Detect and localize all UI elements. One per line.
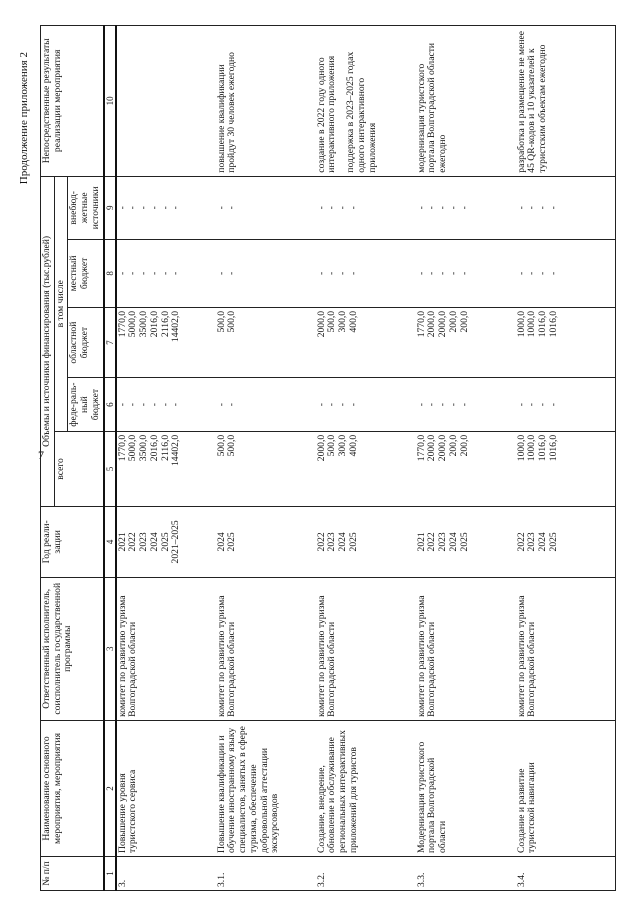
total-cell-value: 1016,0	[547, 434, 559, 462]
results-cell	[216, 26, 316, 177]
local-cell-value: -	[170, 271, 182, 275]
column-number: 8	[104, 239, 116, 307]
federal-cell-value: -	[116, 402, 128, 407]
header-financing: Объемы и источники финансирования (тыс.рублей)	[41, 176, 55, 506]
federal-cell-value: -	[415, 402, 427, 407]
extrabudget-cell-value: -	[326, 206, 338, 210]
year-cell-value: 2021	[116, 532, 128, 552]
federal-cell-value: -	[526, 402, 538, 407]
federal-cell	[516, 378, 616, 431]
column-number: 9	[104, 176, 116, 239]
year-cell-value: 2025	[547, 532, 559, 552]
row-number: 3.3.	[416, 856, 516, 890]
regional-cell-value: 2116,0	[159, 310, 171, 337]
table-row	[216, 26, 316, 891]
column-number: 5	[104, 431, 116, 506]
total-cell-value: 1000,0	[526, 434, 538, 462]
local-cell-value: -	[437, 271, 449, 275]
federal-cell-value: -	[215, 402, 227, 407]
regional-cell-value: 1000,0	[515, 310, 527, 338]
regional-cell-value: 1016,0	[537, 310, 549, 338]
year-cell-value: 2024	[337, 532, 349, 552]
total-cell-value: 400,0	[347, 434, 359, 457]
total-cell-value: 1016,0	[537, 434, 549, 462]
regional-cell-value: 200,0	[458, 310, 470, 333]
year-cell-value: 2021	[415, 532, 427, 552]
header-regional: областной бюджет	[68, 307, 104, 377]
total-cell-value: 1000,0	[515, 434, 527, 462]
total-cell-value: 2116,0	[159, 434, 171, 461]
local-cell-value: -	[426, 271, 438, 275]
year-cell-value: 2025	[458, 532, 470, 552]
year-cell-value: 2024	[447, 532, 459, 552]
total-cell-value: 5000,0	[127, 434, 139, 462]
column-number: 2	[104, 720, 116, 856]
row-number: 3.2.	[316, 856, 416, 890]
year-cell	[216, 507, 316, 577]
result-text: повышение квалификации пройдут 30 человек ежегодно	[215, 52, 238, 173]
year-cell	[416, 507, 516, 577]
local-cell	[116, 239, 216, 307]
total-cell-value: 500,0	[215, 434, 227, 457]
extrabudget-cell-value: -	[148, 206, 160, 210]
regional-cell-value: 2000,0	[315, 310, 327, 338]
regional-cell	[316, 307, 416, 377]
local-cell-value: -	[159, 271, 171, 275]
federal-cell-value: -	[138, 402, 150, 407]
total-cell-value: 500,0	[226, 434, 238, 457]
results-cell	[316, 26, 416, 177]
year-cell-value: 2022	[127, 532, 139, 552]
responsible-executor: комитет по развитию туризма Волгоградской области	[116, 577, 216, 720]
regional-cell-value: 1016,0	[547, 310, 559, 338]
table-body	[116, 26, 616, 891]
year-cell-value: 2024	[537, 532, 549, 552]
local-cell	[316, 239, 416, 307]
result-text: модернизация туристского портала Волгоградской области ежегодно	[415, 42, 449, 173]
extrabudget-cell-value: -	[458, 206, 470, 210]
federal-cell-value: -	[148, 402, 160, 407]
appendix-caption: Продолжение приложения 2	[18, 52, 30, 185]
year-cell-value: 2023	[526, 532, 538, 552]
year-cell-value: 2022	[426, 532, 438, 552]
extrabudget-cell	[416, 176, 516, 239]
total-cell-value: 2000,0	[426, 434, 438, 462]
regional-cell-value: 2000,0	[437, 310, 449, 338]
local-cell-value: -	[116, 271, 128, 275]
regional-cell	[216, 307, 316, 377]
federal-cell	[116, 378, 216, 431]
local-cell-value: -	[526, 271, 538, 275]
extrabudget-cell-value: -	[138, 206, 150, 210]
regional-cell-value: 1000,0	[526, 310, 538, 338]
responsible-executor: комитет по развитию туризма Волгоградской области	[516, 577, 616, 720]
extrabudget-cell	[116, 176, 216, 239]
year-cell-value: 2023	[326, 532, 338, 552]
financing-table	[40, 25, 616, 891]
event-name: Модернизация туристского портала Волгоградской области	[416, 720, 516, 856]
local-cell-value: -	[537, 271, 549, 275]
column-number: 3	[104, 577, 116, 720]
federal-cell-value: -	[547, 402, 559, 407]
local-cell-value: -	[415, 271, 427, 275]
total-cell	[116, 431, 216, 506]
federal-cell-value: -	[326, 402, 338, 407]
extrabudget-cell	[316, 176, 416, 239]
column-number: 7	[104, 307, 116, 377]
table-row	[516, 26, 616, 891]
row-number: 3.4.	[516, 856, 616, 890]
year-cell-value: 2023	[437, 532, 449, 552]
total-cell-value: 14402,0	[170, 434, 182, 466]
row-number: 3.	[116, 856, 216, 890]
total-cell	[516, 431, 616, 506]
local-cell	[216, 239, 316, 307]
result-text: разработка и размещение не менее 45 QR-кодов и 10 указателей к туристским объектам ежегодно	[515, 30, 549, 173]
local-cell	[416, 239, 516, 307]
extrabudget-cell-value: -	[347, 206, 359, 210]
responsible-executor: комитет по развитию туризма Волгоградской области	[216, 577, 316, 720]
year-cell	[116, 507, 216, 577]
local-cell-value: -	[547, 271, 559, 275]
total-cell	[216, 431, 316, 506]
federal-cell-value: -	[458, 402, 470, 407]
table-row	[316, 26, 416, 891]
header-federal: феде-раль-ный бюджет	[68, 378, 104, 431]
extrabudget-cell-value: -	[526, 206, 538, 210]
federal-cell-value: -	[447, 402, 459, 407]
year-cell-value: 2022	[315, 532, 327, 552]
responsible-executor: комитет по развитию туризма Волгоградской области	[316, 577, 416, 720]
local-cell-value: -	[337, 271, 349, 275]
regional-cell-value: 14402,0	[170, 310, 182, 343]
header-responsible: Ответственный исполнитель, соисполнитель государственной программы	[41, 577, 104, 720]
local-cell-value: -	[347, 271, 359, 275]
federal-cell-value: -	[226, 402, 238, 407]
total-cell-value: 200,0	[458, 434, 470, 457]
extrabudget-cell-value: -	[515, 206, 527, 210]
total-cell-value: 3500,0	[138, 434, 150, 462]
table-row	[116, 26, 216, 891]
total-cell-value: 500,0	[326, 434, 338, 457]
extrabudget-cell-value: -	[159, 206, 171, 210]
year-cell	[316, 507, 416, 577]
extrabudget-cell	[216, 176, 316, 239]
federal-cell-value: -	[347, 402, 359, 407]
year-cell-value: 2025	[226, 532, 238, 552]
column-numbers-row	[104, 26, 116, 891]
column-number: 1	[104, 856, 116, 890]
regional-cell-value: 200,0	[447, 310, 459, 333]
federal-cell-value: -	[337, 402, 349, 407]
extrabudget-cell-value: -	[437, 206, 449, 210]
extrabudget-cell-value: -	[170, 206, 182, 210]
extrabudget-cell	[516, 176, 616, 239]
extrabudget-cell-value: -	[426, 206, 438, 210]
extrabudget-cell-value: -	[226, 206, 238, 210]
regional-cell-value: 5000,0	[127, 310, 139, 338]
local-cell-value: -	[215, 271, 227, 275]
total-cell-value: 1770,0	[415, 434, 427, 462]
local-cell-value: -	[127, 271, 139, 275]
federal-cell-value: -	[315, 402, 327, 407]
local-cell-value: -	[315, 271, 327, 275]
federal-cell-value: -	[170, 402, 182, 407]
header-results: Непосредственные результаты реализации мероприятия	[41, 26, 104, 177]
regional-cell-value: 500,0	[226, 310, 238, 333]
year-cell	[516, 507, 616, 577]
federal-cell	[416, 378, 516, 431]
extrabudget-cell-value: -	[127, 206, 139, 210]
federal-cell-value: -	[159, 402, 171, 407]
local-cell-value: -	[447, 271, 459, 275]
federal-cell-value: -	[515, 402, 527, 407]
total-cell-value: 1770,0	[116, 434, 128, 462]
header-num: № п/п	[41, 856, 104, 890]
event-name: Создание и развитие туристской навигации	[516, 720, 616, 856]
year-cell-value: 2023	[138, 532, 150, 552]
year-cell-value: 2024	[148, 532, 160, 552]
federal-cell-value: -	[127, 402, 139, 407]
regional-cell-value: 2000,0	[426, 310, 438, 338]
local-cell-value: -	[138, 271, 150, 275]
regional-cell-value: 500,0	[215, 310, 227, 333]
local-cell-value: -	[326, 271, 338, 275]
header-year: Год реали-зации	[41, 507, 104, 577]
responsible-executor: комитет по развитию туризма Волгоградской области	[416, 577, 516, 720]
table-row	[416, 26, 516, 891]
extrabudget-cell-value: -	[547, 206, 559, 210]
regional-cell-value: 300,0	[337, 310, 349, 333]
event-name: Повышение уровня туристского сервиса	[116, 720, 216, 856]
page-number: 7	[38, 448, 44, 462]
results-cell	[416, 26, 516, 177]
federal-cell-value: -	[426, 402, 438, 407]
regional-cell-value: 3500,0	[138, 310, 150, 338]
federal-cell	[316, 378, 416, 431]
total-cell-value: 2016,0	[148, 434, 160, 462]
total-cell	[416, 431, 516, 506]
extrabudget-cell-value: -	[215, 206, 227, 210]
total-cell-value: 200,0	[447, 434, 459, 457]
result-text: поддержка в 2023–2025 годах одного интерактивного приложения	[345, 51, 378, 173]
year-cell-value: 2025	[347, 532, 359, 552]
header-name: Наименование основного мероприятия, мероприятия	[41, 720, 104, 856]
federal-cell-value: -	[437, 402, 449, 407]
year-cell-value: 2021–2025	[170, 520, 182, 564]
column-number: 6	[104, 378, 116, 431]
event-name: Создание, внедрение, обновление и обслуживание региональных интерактивных приложений для туристов	[316, 720, 416, 856]
regional-cell-value: 500,0	[326, 310, 338, 333]
extrabudget-cell-value: -	[537, 206, 549, 210]
extrabudget-cell-value: -	[116, 206, 128, 210]
extrabudget-cell-value: -	[415, 206, 427, 210]
column-number: 10	[104, 26, 116, 177]
local-cell	[516, 239, 616, 307]
row-number: 3.1.	[216, 856, 316, 890]
event-name: Повышение квалификации и обучение иностранному языку специалистов, занятых в сфере туризма, обеспечение добровольной аттестации экскурсоводов	[216, 720, 316, 856]
regional-cell	[516, 307, 616, 377]
extrabudget-cell-value: -	[315, 206, 327, 210]
header-local: местный бюджет	[68, 239, 104, 307]
local-cell-value: -	[148, 271, 160, 275]
year-cell-value: 2022	[515, 532, 527, 552]
extrabudget-cell-value: -	[337, 206, 349, 210]
regional-cell	[416, 307, 516, 377]
header-including: в том числе	[54, 176, 68, 431]
column-number: 4	[104, 507, 116, 577]
regional-cell-value: 1770,0	[116, 310, 128, 338]
regional-cell-value: 1770,0	[415, 310, 427, 338]
total-cell-value: 300,0	[337, 434, 349, 457]
local-cell-value: -	[458, 271, 470, 275]
local-cell-value: -	[226, 271, 238, 275]
federal-cell-value: -	[537, 402, 549, 407]
regional-cell	[116, 307, 216, 377]
header-total: всего	[54, 431, 103, 506]
regional-cell-value: 400,0	[347, 310, 359, 333]
local-cell-value: -	[515, 271, 527, 275]
year-cell-value: 2024	[215, 532, 227, 552]
total-cell	[316, 431, 416, 506]
results-cell	[516, 26, 616, 177]
results-cell	[116, 26, 216, 177]
extrabudget-cell-value: -	[447, 206, 459, 210]
header-extrabudget: внебюд-жетные источники	[68, 176, 104, 239]
federal-cell	[216, 378, 316, 431]
regional-cell-value: 2016,0	[148, 310, 160, 338]
year-cell-value: 2025	[159, 532, 171, 552]
total-cell-value: 2000,0	[315, 434, 327, 462]
total-cell-value: 2000,0	[437, 434, 449, 462]
result-text: создание в 2022 году одного интерактивного приложения	[315, 55, 338, 173]
